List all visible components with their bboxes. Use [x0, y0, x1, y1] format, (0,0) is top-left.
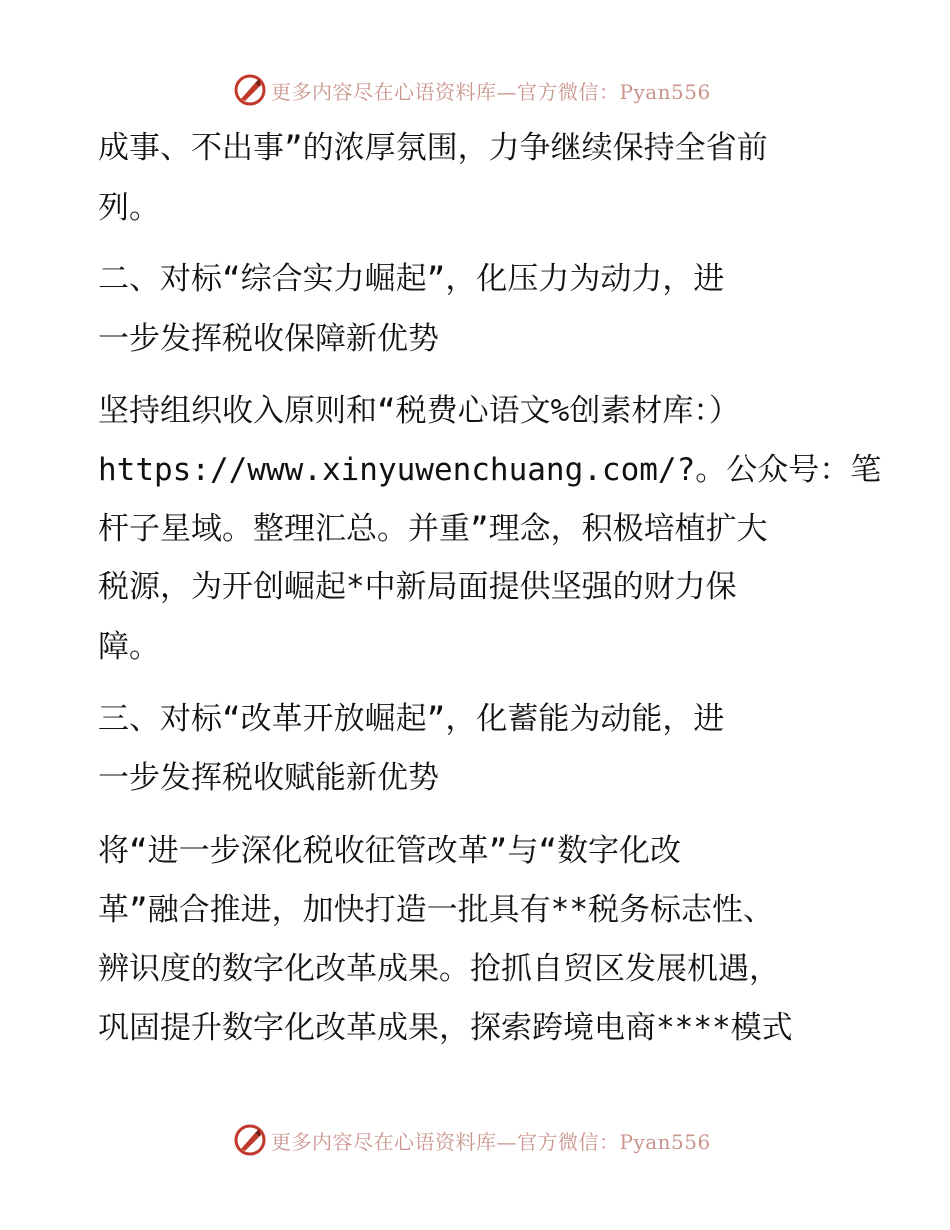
text-line: 杆子星域。整理汇总。并重”理念，积极培植扩大 [98, 511, 768, 547]
text-line: 将“进一步深化税收征管改革”与“数字化改 [98, 833, 681, 869]
text-line: 革”融合推进，加快打造一批具有**税务标志性、 [98, 892, 774, 928]
text-line: https://www.xinyuwenchuang.com/?。公众号：笔 [98, 452, 882, 488]
text-line: 巩固提升数字化改革成果，探索跨境电商****模式 [98, 1010, 793, 1046]
text-line: 辨识度的数字化改革成果。抢抓自贸区发展机遇， [98, 951, 780, 987]
pen-logo-icon [233, 1123, 267, 1157]
footer-watermark [233, 1122, 713, 1158]
section-heading-line: 一步发挥税收保障新优势 [98, 321, 439, 357]
section-heading-line: 一步发挥税收赋能新优势 [98, 760, 439, 796]
section-heading-line: 三、对标“改革开放崛起”，化蓄能为动能，进 [98, 701, 725, 737]
text-line: 坚持组织收入原则和“税费心语文%创素材库：） [98, 393, 740, 429]
header-watermark [233, 72, 713, 108]
section-heading-line: 二、对标“综合实力崛起”，化压力为动力，进 [98, 261, 725, 297]
text-line: 成事、不出事”的浓厚氛围，力争继续保持全省前 [98, 130, 768, 166]
text-line: 列。 [98, 190, 160, 226]
footer-watermark-text: 更多内容尽在心语资料库—官方微信：Pyan556 [271, 1129, 711, 1154]
text-line: 税源，为开创崛起*中新局面提供坚强的财力保 [98, 569, 737, 605]
pen-logo-icon [233, 73, 267, 107]
header-watermark-text: 更多内容尽在心语资料库—官方微信：Pyan556 [271, 79, 711, 104]
text-line: 障。 [98, 629, 160, 665]
